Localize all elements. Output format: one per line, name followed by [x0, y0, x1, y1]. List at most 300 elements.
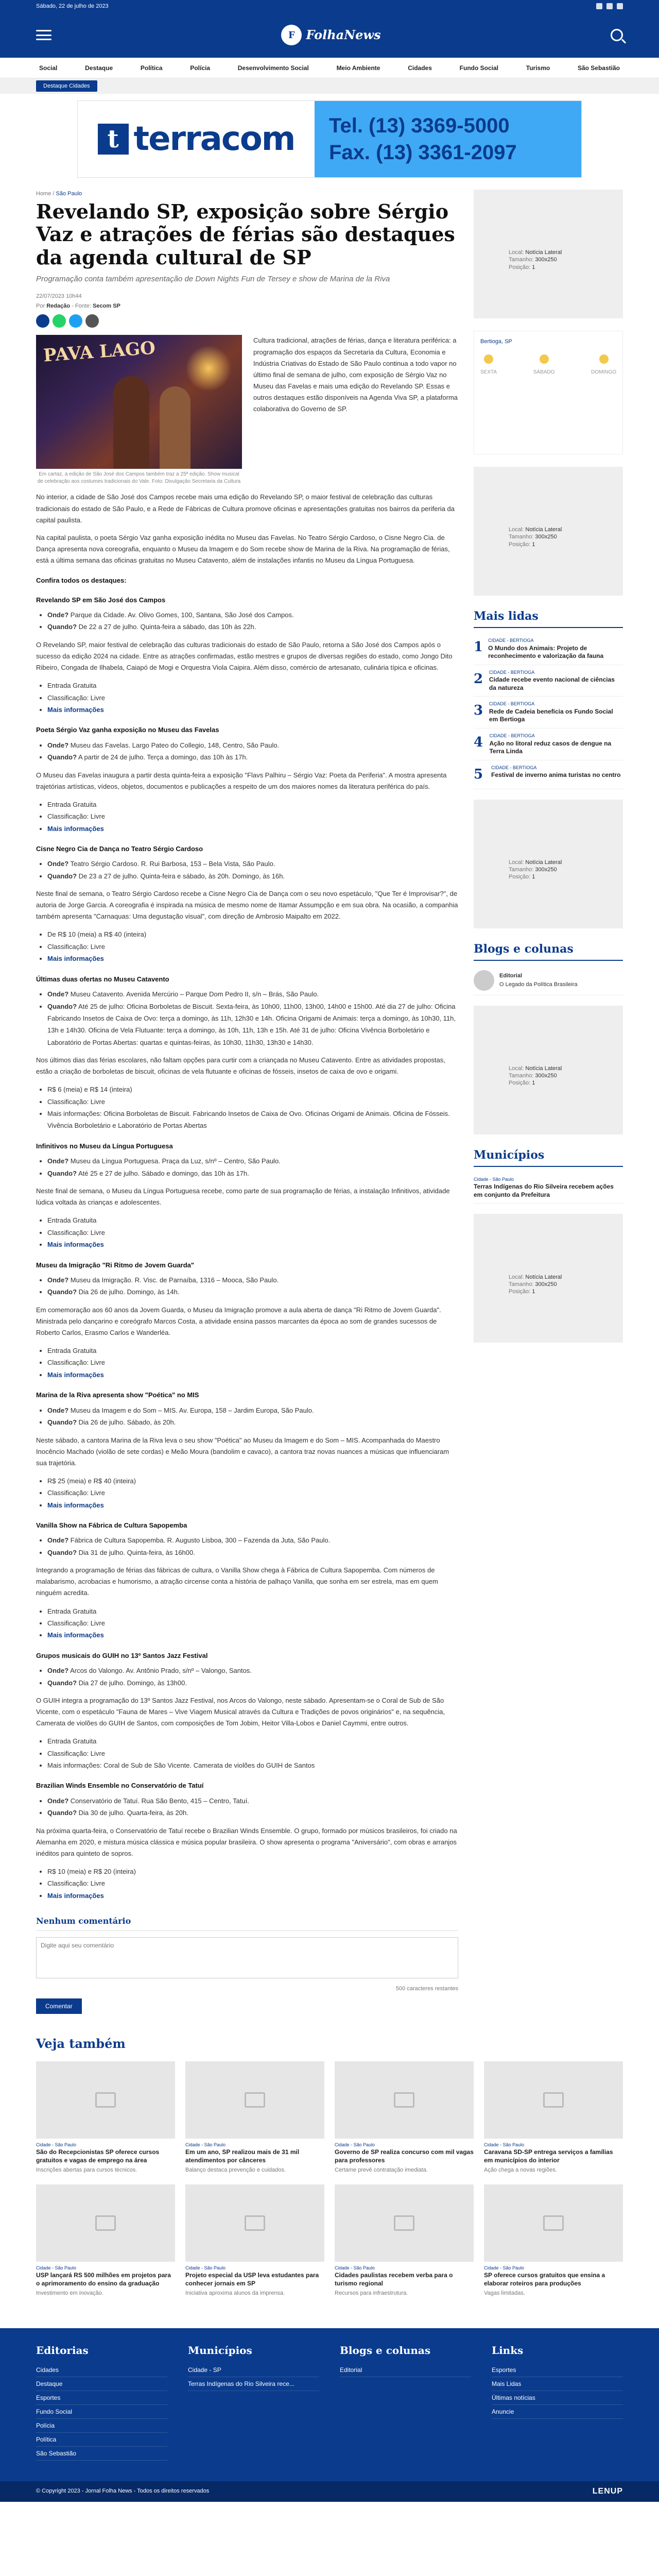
- card-desc: Investimento em inovação.: [36, 2290, 103, 2297]
- info-value: Dia 26 de julho. Sábado, às 20h.: [77, 1418, 176, 1427]
- info-label: Onde?: [47, 1157, 69, 1165]
- developer-logo[interactable]: LENUP: [592, 2486, 623, 2496]
- banner-tel: Tel. (13) 3369-5000: [329, 114, 510, 137]
- section-heading: Infinitivos no Museu da Língua Portuguesa: [36, 1142, 173, 1150]
- municipio-title: Terras Indígenas do Rio Silveira recebem ações em conjunto da Prefeitura: [474, 1183, 614, 1198]
- info-item: [47, 1286, 458, 1298]
- most-read-title: Cidade recebe evento nacional de ciências da natureza: [489, 676, 615, 691]
- extra-item: • R$ 6 (meia) e R$ 14 (inteira): [47, 1083, 458, 1095]
- section-extra-list: [47, 1866, 458, 1902]
- more-info-link[interactable]: Mais informações: [47, 824, 104, 833]
- most-read-number: 5: [474, 766, 483, 782]
- extra-item: • De R$ 10 (meia) a R$ 40 (inteira): [47, 928, 458, 940]
- card-desc: Ação chega a novas regiões.: [484, 2167, 557, 2174]
- footer-link[interactable]: Esportes: [36, 2391, 167, 2405]
- article-lead: Cultura tradicional, atrações de férias, dança e literatura periférica: a programação dos espaços da Secretaria da Cultura, Economia e Indústria Criativas do Estado de São Paulo continua a todo vapor no último final de semana de julho, com exposição de Sérgio Vaz no Museu das Favelas e mais uma edição do Revelando SP. Essas e outros destaques estão disponíveis na Agenda Viva SP, a plataforma colaborativa do Governo de SP.: [253, 336, 458, 413]
- more-info-item: [47, 1890, 458, 1902]
- sub-nav: [0, 78, 659, 94]
- info-item: [47, 1677, 458, 1689]
- article-paragraph: No interior, a cidade de São José dos Campos recebe mais uma edição do Revelando SP, o maior festival de celebração das culturas tradicionais do estado de São Paulo, e a Rede de Fábricas de Cultura promove oficinas e apresentações gratuitas nos bairros da periferia da capital paulista.: [36, 493, 455, 524]
- section-info-list: [47, 609, 458, 633]
- confira-heading: Confira todos os destaques:: [36, 577, 127, 585]
- info-item: [47, 1001, 458, 1049]
- info-item: [47, 1404, 458, 1416]
- card-title: São do Recepcionistas SP oferece cursos gratuitos e vagas de emprego na área: [36, 2148, 160, 2164]
- section-heading: Marina de la Riva apresenta show "Poética" no MIS: [36, 1391, 199, 1399]
- most-read-tag: CIDADE - BERTIOGA: [489, 733, 535, 739]
- logo-text: FolhaNews: [306, 27, 381, 42]
- section-heading: Últimas duas ofertas no Museu Catavento: [36, 975, 169, 983]
- section-text: Na próxima quarta-feira, o Conservatório de Tatuí recebe o Brazilian Winds Ensemble. O grupo, formado por músicos brasileiros, foi criado na Alemanha em 2020, e mistura música clássica e música popular brasileira. O show apresenta o programa "Aniversário", com obras e arranjos inéditos para quinteto de sopros.: [36, 1826, 457, 1857]
- info-value: Conservatório de Tatuí. Rua São Bento, 415 – Centro, Tatuí.: [68, 1797, 249, 1805]
- card-image-placeholder: [335, 2061, 474, 2139]
- card-image-placeholder: [335, 2184, 474, 2262]
- news-card[interactable]: [36, 2184, 175, 2297]
- nav-item-1[interactable]: Destaque: [85, 64, 113, 72]
- more-info-item: [47, 1239, 458, 1250]
- top-bar: [0, 0, 659, 12]
- most-read-number: 1: [474, 639, 483, 655]
- ad-size-label: Tamanho:: [509, 1073, 534, 1079]
- extra-item: • Classificação: Livre: [47, 1617, 458, 1629]
- footer-link[interactable]: Esportes: [492, 2363, 623, 2377]
- sidebar: [474, 190, 623, 2014]
- municipio-tag: Cidade - São Paulo: [474, 1176, 514, 1182]
- news-card[interactable]: [335, 2184, 474, 2297]
- news-card[interactable]: [335, 2061, 474, 2174]
- info-label: Onde?: [47, 1536, 69, 1545]
- info-label: Quando?: [47, 1418, 77, 1427]
- more-info-link[interactable]: Mais informações: [47, 1631, 104, 1639]
- footer-link[interactable]: Cidade - SP: [188, 2363, 319, 2377]
- terracom-banner[interactable]: [77, 100, 582, 178]
- section-heading: Grupos musicais do GUIH no 13º Santos Jazz Festival: [36, 1651, 208, 1659]
- sidebar-ad[interactable]: [474, 800, 623, 928]
- info-label: Onde?: [47, 611, 69, 619]
- article-paragraph: Na capital paulista, o poeta Sérgio Vaz ganha exposição inédita no Museu das Favelas. No Teatro Sérgio Cardoso, o Cisne Negro Cia. de Dança apresenta nova coreografia, enquanto o Museu da Imagem e do Som recebe show de Marina de la Riva. Na programação de férias, está a última semana das oficinas gratuitas no Museu Catavento, além de instalações infantis no Museu da Língua Portuguesa.: [36, 533, 450, 564]
- extra-item: • R$ 25 (meia) e R$ 40 (inteira): [47, 1475, 458, 1487]
- most-read-item[interactable]: [474, 728, 623, 760]
- ad-local-label: Local:: [509, 249, 524, 256]
- info-value: Parque da Cidade. Av. Olivo Gomes, 100, Santana, São José dos Campos.: [68, 611, 294, 619]
- nav-item-6[interactable]: Cidades: [408, 64, 432, 72]
- ad-local: Notícia Lateral: [525, 859, 562, 866]
- info-item: [47, 1155, 458, 1167]
- blog-name: Editorial: [499, 973, 523, 979]
- share-bar: [36, 314, 458, 328]
- weather-city: Bertioga, SP: [480, 338, 512, 345]
- nav-item-9[interactable]: São Sebastião: [577, 64, 620, 72]
- footer-link[interactable]: Fundo Social: [36, 2405, 167, 2419]
- more-info-link[interactable]: Mais informações: [47, 955, 104, 963]
- comments-heading-rest: comentário: [75, 1916, 131, 1926]
- footer-col: [188, 2343, 319, 2461]
- info-value: Museu das Favelas. Largo Pateo do Collegio, 148, Centro, São Paulo.: [68, 741, 280, 749]
- info-item: [47, 1547, 458, 1558]
- municipio-item[interactable]: [474, 1172, 623, 1204]
- most-read-item[interactable]: [474, 633, 623, 665]
- section-extra-list: [47, 1083, 458, 1132]
- comment-submit-button[interactable]: Comentar: [36, 1998, 82, 2014]
- most-read-tag: CIDADE - BERTIOGA: [489, 669, 535, 675]
- info-label: Onde?: [47, 1276, 69, 1284]
- card-desc: Certame prevê contratação imediata.: [335, 2167, 428, 2174]
- extra-item: • Entrada Gratuita: [47, 680, 458, 691]
- section-heading: Museu da Imigração "Ri Ritmo de Jovem Guarda": [36, 1261, 195, 1269]
- footer-links: [340, 2363, 471, 2377]
- most-read-item[interactable]: [474, 760, 623, 789]
- footer-col-title: Municípios: [188, 2344, 252, 2357]
- info-value: Fábrica de Cultura Sapopemba. R. Augusto Lisboa, 300 – Fazenda da Juta, São Paulo.: [68, 1536, 331, 1545]
- info-item: [47, 621, 458, 633]
- news-card[interactable]: [484, 2184, 623, 2297]
- most-read-body: [489, 701, 623, 724]
- footer-link[interactable]: São Sebastião: [36, 2447, 167, 2461]
- breadcrumb: [36, 190, 458, 198]
- more-info-item: [47, 704, 458, 716]
- nav-item-8[interactable]: Turismo: [526, 64, 550, 72]
- nav-item-3[interactable]: Polícia: [190, 64, 211, 72]
- footer-link[interactable]: Últimas notícias: [492, 2391, 623, 2405]
- section-extra-list: [47, 680, 458, 716]
- more-info-item: [47, 1499, 458, 1511]
- top-date: Sábado, 22 de julho de 2023: [36, 3, 109, 9]
- ad-local: Notícia Lateral: [525, 1065, 562, 1072]
- info-label: Onde?: [47, 860, 69, 868]
- sun-icon: [540, 354, 549, 364]
- most-read-title: Ação no litoral reduz casos de dengue na Terra Linda: [489, 739, 612, 755]
- card-desc: Iniciativa aproxima alunos da imprensa.: [185, 2290, 285, 2297]
- most-read-list: [474, 633, 623, 789]
- nav-item-0[interactable]: Social: [39, 64, 58, 72]
- most-read-body: [489, 669, 623, 692]
- ad-pos-label: Posição:: [509, 541, 531, 548]
- info-item: [47, 988, 458, 1000]
- info-value: De 22 a 27 de julho. Quinta-feira a sábado, das 10h às 22h.: [77, 623, 256, 631]
- extra-item: • Entrada Gratuita: [47, 799, 458, 810]
- info-label: Onde?: [47, 1797, 69, 1805]
- info-item: [47, 858, 458, 870]
- sun-icon: [484, 354, 493, 364]
- most-read-item[interactable]: [474, 697, 623, 728]
- info-value: Até 25 de julho: Oficina Borboletas de Biscuit. Sexta-feira, às 10h00, 11h00, 13h00, 14h00 e 15h00. Até dia 27 de julho: Oficina Fabricando Insetos de Caixa de Ovo: terça a domingo, às 11h, 12h30 e 14h. Oficina Origami de Animais: terça a domingo, às 10h30, 11h, 13h e 14h30. Oficina de Vela Flutuante: terça a domingo, às 10h, 11h, 13h e 15h. Até 31 de julho: Oficina Vivência Borboletário e Laboratório de Portas Abertas: quartas e quintas-feiras, às 10h30, 11h30, 13h30 e 14h30.: [47, 1002, 456, 1046]
- info-item: [47, 1167, 458, 1179]
- info-item: [47, 870, 458, 882]
- section-info-list: [47, 1404, 458, 1429]
- info-value: Dia 30 de julho. Quarta-feira, às 20h.: [77, 1809, 188, 1817]
- info-value: De 23 a 27 de julho. Quinta-feira e sábado, às 20h. Domingo, às 16h.: [77, 872, 285, 880]
- info-value: Dia 31 de julho. Quinta-feira, às 16h00.: [77, 1548, 195, 1556]
- destaque-cidades-button[interactable]: Destaque Cidades: [36, 80, 97, 92]
- info-item: [47, 739, 458, 751]
- ad-pos: 1: [532, 1289, 535, 1295]
- section-extra-list: [47, 928, 458, 964]
- most-read-body: [489, 733, 623, 756]
- sections: [36, 595, 458, 1902]
- char-counter: 500 caracteres restantes: [395, 1986, 458, 1992]
- most-read-tag: CIDADE - BERTIOGA: [488, 638, 534, 643]
- info-label: Quando?: [47, 1169, 77, 1177]
- facebook-icon[interactable]: [596, 3, 602, 9]
- section-info-list: [47, 1155, 458, 1179]
- nav-item-4[interactable]: Desenvolvimento Social: [237, 64, 309, 72]
- site-logo[interactable]: [281, 25, 380, 45]
- author-label: Por: [36, 302, 45, 309]
- ad-size-label: Tamanho:: [509, 867, 534, 873]
- blog-sub: O Legado da Política Brasileira: [499, 981, 578, 988]
- info-value: Museu da Imagem e do Som – MIS. Av. Europa, 158 – Jardim Europa, São Paulo.: [68, 1406, 314, 1414]
- info-value: Museu Catavento. Avenida Mercúrio – Parque Dom Pedro II, s/n – Brás, São Paulo.: [68, 990, 319, 998]
- extra-item: • Mais informações: Oficina Borboletas de Biscuit. Fabricando Insetos de Caixa de Ovo. Oficinas Origami de Animais. Oficina de Fósseis. Vivência Borboletário e Laboratório de Portas Abertas: [47, 1108, 458, 1132]
- section-info-list: [47, 1665, 458, 1689]
- card-image-placeholder: [36, 2184, 175, 2262]
- extra-item: • Mais informações: Coral de Sub de São Vicente. Camerata de violões do GUIH de Santos: [47, 1759, 458, 1771]
- weather-widget: [474, 331, 623, 454]
- extra-item: • Classificação: Livre: [47, 1487, 458, 1499]
- more-info-item: [47, 823, 458, 835]
- more-info-item: [47, 953, 458, 964]
- ad-local: Notícia Lateral: [525, 1274, 562, 1280]
- social-links: [596, 3, 623, 9]
- section-text: O GUIH integra a programação do 13º Santos Jazz Festival, nos Arcos do Valongo, neste sábado. Apresentam-se o Coral de Sub de São Vicente, com o espetáculo "Fauna de Mares – Vive Viagem Musical através da Cultura e Tradições de povos originários" e, na sequência, Camerata de violões do GUIH de Santos, com composições de Tom Jobim, Heitor Villa-Lobos e Daniel Caymmi, entre outros.: [36, 1696, 445, 1727]
- card-tag: Cidade - São Paulo: [185, 2265, 226, 2270]
- info-item: [47, 1416, 458, 1428]
- comment-input[interactable]: [36, 1937, 458, 1978]
- logo-mark: F: [281, 25, 302, 45]
- footer-link[interactable]: Cidades: [36, 2363, 167, 2377]
- info-label: Onde?: [47, 741, 69, 749]
- nav-item-2[interactable]: Política: [140, 64, 163, 72]
- article-date: 22/07/2023 10h44: [36, 293, 82, 300]
- image-icon: [543, 2215, 564, 2231]
- section-extra-list: [47, 1735, 458, 1771]
- footer-link[interactable]: Destaque: [36, 2377, 167, 2391]
- sidebar-ad[interactable]: [474, 190, 623, 318]
- footer-link[interactable]: Política: [36, 2433, 167, 2447]
- section-info-list: [47, 1795, 458, 1819]
- weather-day-label: SEXTA: [480, 369, 497, 375]
- card-title: USP lançará RS 500 milhões em projetos para o aprimoramento do ensino da graduação: [36, 2272, 171, 2287]
- ad-local-label: Local:: [509, 859, 524, 866]
- blogs-title: Blogs e colunas: [474, 941, 623, 961]
- sidebar-ad[interactable]: [474, 1214, 623, 1343]
- section-text: Neste final de semana, o Museu da Língua Portuguesa recebe, como parte de sua programação de férias, a instalação Infinitivos, atividade lúdica voltada às crianças e adolescentes.: [36, 1187, 450, 1207]
- weather-day-label: DOMINGO: [591, 369, 616, 375]
- section-text: O Revelando SP, maior festival de celebração das culturas tradicionais do estado de São Paulo, retorna a São José dos Campos após o sucesso da edição 2024 na cidade. Entre as atrações confirmadas, estão mestres e grupos de diversas regiões do estado, como Jongo Dito Ribeiro, Congada de Ilhabela, Caiapó de Mogi e Orquestra Viola Caipira. Além disso, comércio de artesanato, culinária típica e oficinas.: [36, 640, 453, 672]
- info-label: Quando?: [47, 1809, 77, 1817]
- extra-item: • Entrada Gratuita: [47, 1345, 458, 1357]
- ad-pos: 1: [532, 1080, 535, 1087]
- info-item: [47, 1665, 458, 1676]
- info-label: Quando?: [47, 1002, 77, 1010]
- page-title: Revelando SP, exposição sobre Sérgio Vaz e atrações de férias são destaques da agenda cultural de SP: [36, 199, 455, 269]
- ad-size: 300x250: [535, 867, 557, 873]
- footer-link[interactable]: Terras Indígenas do Rio Silveira rece...: [188, 2377, 319, 2391]
- section-info-list: [47, 858, 458, 882]
- menu-icon[interactable]: [36, 30, 51, 40]
- nav-item-5[interactable]: Meio Ambiente: [336, 64, 380, 72]
- card-image-placeholder: [36, 2061, 175, 2139]
- card-tag: Cidade - São Paulo: [185, 2142, 226, 2147]
- news-card[interactable]: [36, 2061, 175, 2174]
- article-subtitle: Programação conta também apresentação de Down Nights Fun de Tersey e show de Marina de la Riva: [36, 274, 390, 283]
- footer-col-title: Editorias: [36, 2344, 89, 2357]
- image-icon: [394, 2215, 414, 2231]
- most-read-number: 4: [474, 735, 483, 751]
- more-info-link[interactable]: Mais informações: [47, 1501, 104, 1509]
- info-value: Até 25 e 27 de julho. Sábado e domingo, das 10h às 17h.: [77, 1169, 249, 1177]
- source: Secom SP: [93, 302, 120, 309]
- ad-pos-label: Posição:: [509, 1080, 531, 1087]
- see-also-title: Veja também: [36, 2036, 126, 2051]
- more-info-link[interactable]: Mais informações: [47, 1370, 104, 1379]
- print-icon[interactable]: [85, 314, 99, 328]
- more-info-link[interactable]: Mais informações: [47, 1241, 104, 1249]
- weather-day: [480, 354, 497, 376]
- copyright-bar: [0, 2481, 659, 2502]
- ad-size: 300x250: [535, 1073, 557, 1079]
- sidebar-ad[interactable]: [474, 467, 623, 596]
- info-item: [47, 1274, 458, 1286]
- info-item: [47, 1795, 458, 1807]
- info-label: Quando?: [47, 623, 77, 631]
- footer-col-title: Links: [492, 2344, 524, 2357]
- site-header: [0, 12, 659, 58]
- blog-item[interactable]: [474, 966, 623, 995]
- sidebar-ad[interactable]: [474, 1006, 623, 1134]
- card-image-placeholder: [484, 2061, 623, 2139]
- weather-day: [533, 354, 555, 376]
- footer-links: [36, 2363, 167, 2461]
- twitter-share-icon[interactable]: [69, 314, 82, 328]
- section-heading: Poeta Sérgio Vaz ganha exposição no Museu das Favelas: [36, 726, 219, 734]
- news-card[interactable]: [185, 2184, 324, 2297]
- top-ad[interactable]: [0, 98, 659, 180]
- most-read-title: Rede de Cadeia beneficia os Fundo Social em Bertioga: [489, 707, 613, 723]
- extra-item: • Classificação: Livre: [47, 1227, 458, 1239]
- extra-item: • R$ 10 (meia) e R$ 20 (inteira): [47, 1866, 458, 1877]
- more-info-link[interactable]: Mais informações: [47, 705, 104, 714]
- section-extra-list: [47, 1475, 458, 1511]
- info-label: Quando?: [47, 1548, 77, 1556]
- ad-pos: 1: [532, 264, 535, 270]
- footer: [0, 2328, 659, 2481]
- more-info-link[interactable]: Mais informações: [47, 1891, 104, 1900]
- more-info-item: [47, 1369, 458, 1381]
- ad-local: Notícia Lateral: [525, 249, 562, 256]
- ad-pos-label: Posição:: [509, 874, 531, 880]
- sun-icon: [599, 354, 609, 364]
- comments-heading: [36, 1915, 458, 1931]
- info-value: Dia 26 de julho. Domingo, às 14h.: [77, 1288, 180, 1296]
- image-icon: [245, 2215, 265, 2231]
- banner-fax: Fax. (13) 3361-2097: [329, 141, 517, 164]
- card-tag: Cidade - São Paulo: [335, 2265, 375, 2270]
- whatsapp-share-icon[interactable]: [53, 314, 66, 328]
- banner-brand: terracom: [133, 120, 295, 158]
- terracom-logo-icon: t: [98, 124, 129, 155]
- photo-title: PAVA LAGO: [42, 337, 157, 367]
- weather-day: [591, 354, 616, 376]
- card-desc: Recursos para infraestrutura.: [335, 2290, 408, 2297]
- article-photo[interactable]: [36, 335, 242, 469]
- section-heading: Vanilla Show na Fábrica de Cultura Sapopemba: [36, 1521, 187, 1529]
- extra-item: • Classificação: Livre: [47, 1748, 458, 1759]
- image-icon: [543, 2092, 564, 2108]
- ad-size-label: Tamanho:: [509, 1281, 534, 1287]
- youtube-icon[interactable]: [617, 3, 623, 9]
- section-info-list: [47, 739, 458, 764]
- breadcrumb-sep: /: [51, 191, 56, 197]
- card-image-placeholder: [185, 2184, 324, 2262]
- source-label: - Fonte:: [70, 302, 92, 309]
- comments: [36, 1915, 458, 2014]
- news-card[interactable]: [484, 2061, 623, 2174]
- section-text: Em comemoração aos 60 anos da Jovem Guarda, o Museu da Imigração promove a aula aberta de dança "Ri Ritmo de Jovem Guarda". Ministrada pelo dançarino e coreógrafo Marcos Costa, a atividade ensina passos marcantes da época ao som de grandes sucessos de Roberto Carlos, Erasmo Carlos e Wanderléa.: [36, 1306, 441, 1336]
- section-text: Neste final de semana, o Teatro Sérgio Cardoso recebe a Cisne Negro Cia de Dança com o seu novo espetáculo, "Que Ter é Improvisar?", de autoria de Jorge Garcia. A coreografia é inspirada na música de mesmo nome de Itamar Assumpção e em sua obra. Na ocasião, a companhia também apresenta "Carnaquas: Uma degustação visual", com direção de Ambrosio Maipalto em 2022.: [36, 890, 458, 921]
- info-value: Museu da Língua Portuguesa. Praça da Luz, s/nº – Centro, São Paulo.: [68, 1157, 281, 1165]
- extra-item: • Classificação: Livre: [47, 692, 458, 704]
- ad-size: 300x250: [535, 1281, 557, 1287]
- most-read-item[interactable]: [474, 665, 623, 697]
- search-icon[interactable]: [611, 29, 623, 41]
- card-title: Caravana SD-SP entrega serviços a famílias em municípios do interior: [484, 2148, 613, 2164]
- card-tag: Cidade - São Paulo: [36, 2265, 77, 2270]
- breadcrumb-home[interactable]: Home: [36, 191, 51, 197]
- breadcrumb-section[interactable]: São Paulo: [56, 191, 82, 197]
- section-extra-list: [47, 1605, 458, 1641]
- news-card[interactable]: [185, 2061, 324, 2174]
- footer-col: [492, 2343, 623, 2461]
- card-desc: Inscrições abertas para cursos técnicos.: [36, 2167, 137, 2174]
- instagram-icon[interactable]: [606, 3, 613, 9]
- ad-pos-label: Posição:: [509, 1289, 531, 1295]
- info-value: A partir de 24 de julho. Terça a domingo, das 10h às 17h.: [77, 753, 248, 761]
- extra-item: • Classificação: Livre: [47, 1877, 458, 1889]
- section-text: Integrando a programação de férias das fábricas de cultura, o Vanilla Show chega à Fábrica de Cultura Sapopemba. Com números de malabarismo, acrobacias e humorismo, a atração circense conta a história de palhaço Vanilla, que sonha em ser estrela, mas em quem ninguém acredita.: [36, 1566, 438, 1597]
- info-item: [47, 1807, 458, 1819]
- article-figure: [36, 335, 242, 485]
- section-info-list: [47, 1274, 458, 1298]
- ad-size: 300x250: [535, 257, 557, 263]
- info-label: Onde?: [47, 1406, 69, 1414]
- ad-pos-label: Posição:: [509, 264, 531, 270]
- footer-link[interactable]: Editorial: [340, 2363, 471, 2377]
- weather-day-label: SÁBADO: [533, 369, 555, 375]
- info-label: Quando?: [47, 872, 77, 880]
- card-tag: Cidade - São Paulo: [335, 2142, 375, 2147]
- nav-item-7[interactable]: Fundo Social: [459, 64, 498, 72]
- ad-local: Notícia Lateral: [525, 527, 562, 533]
- ad-pos: 1: [532, 541, 535, 548]
- card-desc: Vagas limitadas.: [484, 2290, 525, 2297]
- article: [36, 190, 458, 2014]
- most-read-tag: CIDADE - BERTIOGA: [491, 765, 537, 770]
- article-byline: [36, 302, 458, 311]
- extra-item: • Entrada Gratuita: [47, 1735, 458, 1747]
- extra-item: • Classificação: Livre: [47, 810, 458, 822]
- info-item: [47, 609, 458, 621]
- image-icon: [95, 2215, 116, 2231]
- footer-links: [188, 2363, 319, 2391]
- most-read-number: 2: [474, 671, 483, 687]
- ad-size-label: Tamanho:: [509, 534, 534, 540]
- facebook-share-icon[interactable]: [36, 314, 49, 328]
- footer-link[interactable]: Polícia: [36, 2419, 167, 2433]
- footer-link[interactable]: Anuncie: [492, 2405, 623, 2419]
- footer-link[interactable]: Mais Lidas: [492, 2377, 623, 2391]
- municipios-title: Municípios: [474, 1147, 623, 1167]
